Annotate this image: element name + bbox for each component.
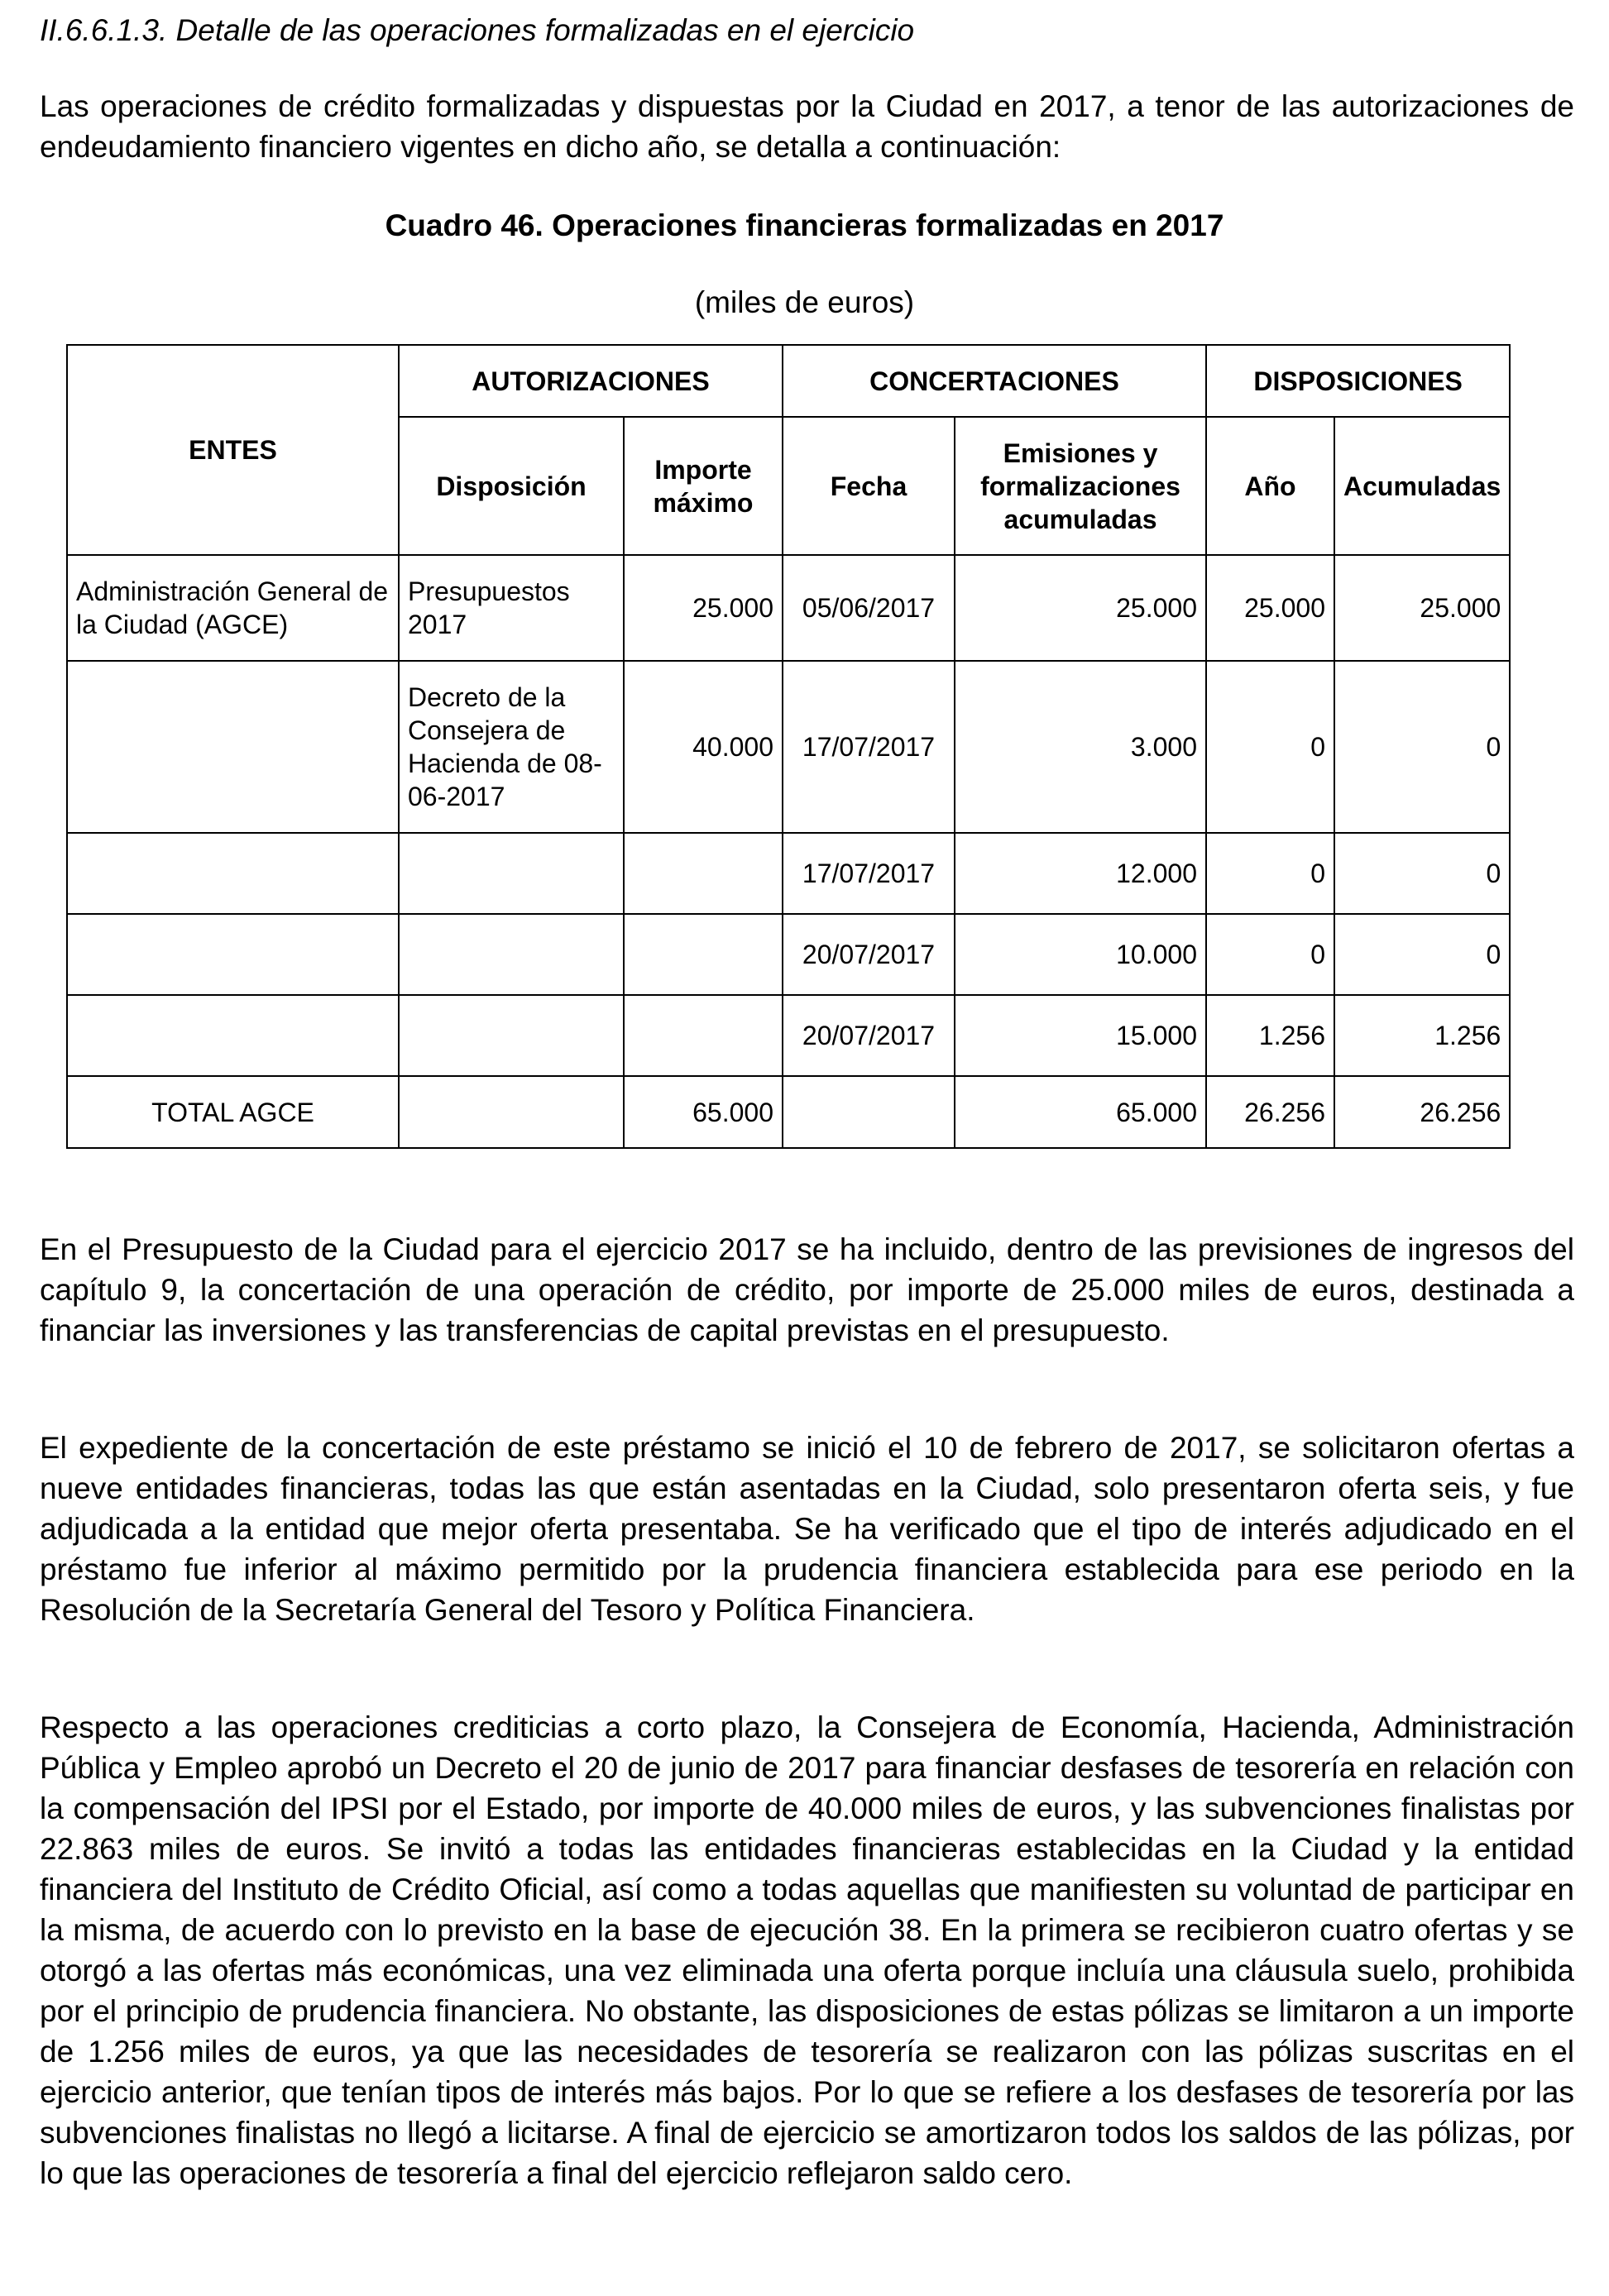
header-disposicion: Disposición xyxy=(399,417,624,555)
total-disposicion xyxy=(399,1076,624,1148)
cell-ente xyxy=(67,661,399,833)
cell-fecha: 20/07/2017 xyxy=(783,914,955,995)
header-anio: Año xyxy=(1206,417,1334,555)
section-heading: II.6.6.1.3. Detalle de las operaciones formalizadas en el ejercicio xyxy=(40,13,915,47)
table-title: Cuadro 46. Operaciones financieras formalizadas en 2017 xyxy=(385,208,1224,242)
cell-acumuladas: 25.000 xyxy=(1334,555,1510,661)
cell-disposicion: Decreto de la Consejera de Hacienda de 08-06-2017 xyxy=(399,661,624,833)
cell-fecha: 20/07/2017 xyxy=(783,995,955,1076)
total-row xyxy=(67,1076,1510,1148)
table-row xyxy=(67,914,1510,995)
cell-importe: 25.000 xyxy=(624,555,783,661)
cell-ente: Administración General de la Ciudad (AGCE) xyxy=(67,555,399,661)
cell-disposicion xyxy=(399,914,624,995)
cell-disposicion xyxy=(399,995,624,1076)
header-importe-maximo: Importe máximo xyxy=(624,417,783,555)
cell-anio: 25.000 xyxy=(1206,555,1334,661)
cell-importe xyxy=(624,833,783,914)
paragraph-corto-plazo: Respecto a las operaciones crediticias a corto plazo, la Consejera de Economía, Hacienda, Administración Pública y Empleo aprobó un Decreto el 20 de junio de 2017 para financiar desfases de tesorería en relación con la compensación del IPSI por el Estado, por importe de 40.000 miles de euros, y las subvenciones finalistas por 22.863 miles de euros. Se invitó a todas las entidades financieras establecidas en la Ciudad y la entidad financiera del Instituto de Crédito Oficial, así como a todas aquellas que manifiesten su voluntad de participar en la misma, de acuerdo con lo previsto en la base de ejecución 38. En la primera se recibieron cuatro ofertas y se otorgó a las ofertas más económicas, una vez eliminada una oferta porque incluía una cláusula suelo, prohibida por el principio de prudencia financiera. No obstante, las disposiciones de estas pólizas se limitaron a un importe de 1.256 miles de euros, ya que las necesidades de tesorería se realizaron con las pólizas suscritas en el ejercicio anterior, que tenían tipos de interés más bajos. Por lo que se refiere a los desfases de tesorería por las subvenciones finalistas no llegó a licitarse. A final de ejercicio se amortizaron todos los saldos de las pólizas, por lo que las operaciones de tesorería a final del ejercicio reflejaron saldo cero. xyxy=(40,1710,1574,2190)
table-row xyxy=(67,995,1510,1076)
paragraph-expediente: El expediente de la concertación de este préstamo se inició el 10 de febrero de 2017, se solicitaron ofertas a nueve entidades financieras, todas las que están asentadas en la Ciudad, solo presentaron oferta seis, y fue adjudicada a la entidad que mejor oferta presentaba. Se ha verificado que el tipo de interés adjudicado en el préstamo fue inferior al máximo permitido por la prudencia financiera establecida para ese periodo en la Resolución de la Secretaría General del Tesoro y Política Financiera. xyxy=(40,1431,1574,1627)
total-emisiones: 65.000 xyxy=(955,1076,1206,1148)
header-acumuladas: Acumuladas xyxy=(1334,417,1510,555)
table-units: (miles de euros) xyxy=(694,285,915,319)
cell-disposicion xyxy=(399,833,624,914)
cell-fecha: 17/07/2017 xyxy=(783,833,955,914)
table-row xyxy=(67,555,1510,661)
cell-importe: 40.000 xyxy=(624,661,783,833)
cell-emisiones: 25.000 xyxy=(955,555,1206,661)
intro-paragraph: Las operaciones de crédito formalizadas y dispuestas por la Ciudad en 2017, a tenor de las autorizaciones de endeudamiento financiero vigentes en dicho año, se detalla a continuación: xyxy=(40,89,1574,164)
cell-ente xyxy=(67,914,399,995)
cell-emisiones: 12.000 xyxy=(955,833,1206,914)
cell-anio: 0 xyxy=(1206,661,1334,833)
header-emisiones: Emisiones y formalizaciones acumuladas xyxy=(955,417,1206,555)
header-row-groups xyxy=(67,345,1510,417)
cell-fecha: 17/07/2017 xyxy=(783,661,955,833)
cell-anio: 0 xyxy=(1206,914,1334,995)
cell-emisiones: 10.000 xyxy=(955,914,1206,995)
table-row xyxy=(67,661,1510,833)
total-importe: 65.000 xyxy=(624,1076,783,1148)
cell-fecha: 05/06/2017 xyxy=(783,555,955,661)
financial-operations-table xyxy=(66,344,1511,1149)
cell-acumuladas: 1.256 xyxy=(1334,995,1510,1076)
header-fecha: Fecha xyxy=(783,417,955,555)
paragraph-presupuesto: En el Presupuesto de la Ciudad para el ejercicio 2017 se ha incluido, dentro de las previsiones de ingresos del capítulo 9, la concertación de una operación de crédito, por importe de 25.000 miles de euros, destinada a financiar las inversiones y las transferencias de capital previstas en el presupuesto. xyxy=(40,1232,1574,1347)
cell-anio: 1.256 xyxy=(1206,995,1334,1076)
cell-importe xyxy=(624,995,783,1076)
total-fecha xyxy=(783,1076,955,1148)
cell-ente xyxy=(67,995,399,1076)
cell-acumuladas: 0 xyxy=(1334,661,1510,833)
header-entes: ENTES xyxy=(67,345,399,555)
header-autorizaciones: AUTORIZACIONES xyxy=(399,345,783,417)
cell-importe xyxy=(624,914,783,995)
cell-disposicion: Presupuestos 2017 xyxy=(399,555,624,661)
total-acumuladas: 26.256 xyxy=(1334,1076,1510,1148)
cell-ente xyxy=(67,833,399,914)
total-anio: 26.256 xyxy=(1206,1076,1334,1148)
header-concertaciones: CONCERTACIONES xyxy=(783,345,1206,417)
cell-acumuladas: 0 xyxy=(1334,914,1510,995)
table-row xyxy=(67,833,1510,914)
cell-emisiones: 3.000 xyxy=(955,661,1206,833)
cell-acumuladas: 0 xyxy=(1334,833,1510,914)
total-label: TOTAL AGCE xyxy=(67,1076,399,1148)
cell-anio: 0 xyxy=(1206,833,1334,914)
header-disposiciones: DISPOSICIONES xyxy=(1206,345,1510,417)
cell-emisiones: 15.000 xyxy=(955,995,1206,1076)
